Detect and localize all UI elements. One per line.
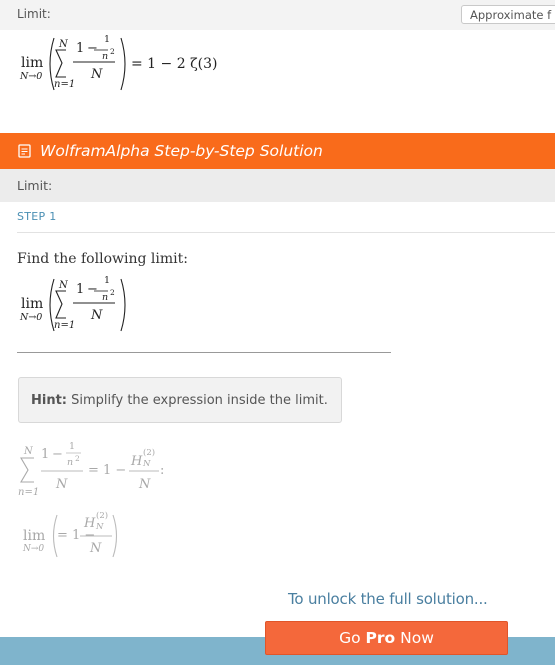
unlock-text[interactable]: To unlock the full solution... [288, 590, 488, 608]
step-divider [17, 232, 555, 233]
sum-lower: n=1 [54, 79, 76, 90]
faded-limit-H-sub: N [96, 522, 104, 532]
faded-frac-num: 1 [69, 441, 76, 452]
faded-minus: − [52, 447, 63, 462]
faded-den-N: N [56, 477, 68, 492]
step-lim-subscript: N→0 [20, 312, 43, 323]
faded-main-frac-line [40, 470, 84, 473]
approximate-button[interactable]: Approximate f [461, 5, 555, 24]
step-numerator-minus: − [87, 282, 98, 297]
limit-section-label: Limit: [17, 178, 53, 193]
step-inner-frac-num: 1 [104, 275, 111, 286]
numerator-one: 1 [76, 41, 85, 56]
step-numerator-one: 1 [76, 282, 85, 297]
faded-sum-upper: N [24, 446, 33, 457]
top-limit-bar [0, 0, 555, 30]
step-sum-upper: N [59, 280, 68, 291]
step-inner-frac-den: n [102, 292, 109, 303]
faded-frac-exp: 2 [75, 454, 80, 463]
faded-H-frac-line [128, 470, 160, 473]
banner-title: WolframAlpha Step-by-Step Solution [40, 142, 323, 160]
faded-equals: = 1 − [88, 463, 127, 478]
step-by-step-banner [0, 133, 555, 169]
faded-H-sub: N [143, 459, 151, 469]
faded-limit-H: H [84, 516, 96, 531]
faded-one: 1 [41, 447, 50, 462]
lim-text: lim [21, 55, 44, 71]
faded-frac-lines [40, 452, 84, 456]
go-pro-button[interactable] [265, 621, 508, 655]
go-pro-now: Now [395, 629, 434, 647]
limit-result: = 1 − 2 ζ(3) [131, 56, 218, 72]
step-sum-lower: n=1 [54, 320, 76, 331]
faded-sum-lower: n=1 [18, 487, 40, 498]
sum-upper: N [59, 39, 68, 50]
step-inner-frac-exp: 2 [110, 288, 115, 297]
faded-one-minus: = 1 − [57, 528, 96, 543]
hint-box [18, 377, 342, 423]
faded-H-sup: (2) [143, 448, 156, 458]
step-denominator-N: N [91, 308, 103, 323]
numerator-minus: − [87, 41, 98, 56]
step-lim-text: lim [21, 296, 44, 312]
inner-frac-exp: 2 [110, 47, 115, 56]
lim-subscript: N→0 [20, 71, 43, 82]
faded-frac-den: n [67, 457, 74, 468]
hint-body: Simplify the expression inside the limit. [67, 393, 328, 408]
hint-label: Hint: [31, 393, 68, 408]
go-pro-pro: Pro [365, 629, 396, 647]
faded-colon: : [160, 463, 165, 478]
faded-limit-H-sup: (2) [96, 511, 109, 521]
inner-frac-num: 1 [104, 34, 111, 45]
notepad-icon [18, 144, 32, 158]
faded-limit-den: N [90, 541, 102, 556]
faded-H: H [131, 454, 143, 469]
faded-sigma [18, 455, 40, 485]
section-divider [17, 352, 391, 353]
faded-lim-sub: N→0 [23, 544, 45, 554]
limit-section-bar [0, 169, 555, 202]
top-limit-label: Limit: [17, 7, 51, 21]
find-limit-text: Find the following limit: [17, 251, 188, 267]
denominator-N: N [91, 67, 103, 82]
go-pro-go: Go [339, 629, 366, 647]
faded-H-den: N [139, 477, 151, 492]
inner-frac-den: n [102, 51, 109, 62]
hint-text-wrapper [31, 393, 328, 408]
step-label: STEP 1 [17, 210, 57, 223]
faded-lim: lim [23, 528, 46, 544]
